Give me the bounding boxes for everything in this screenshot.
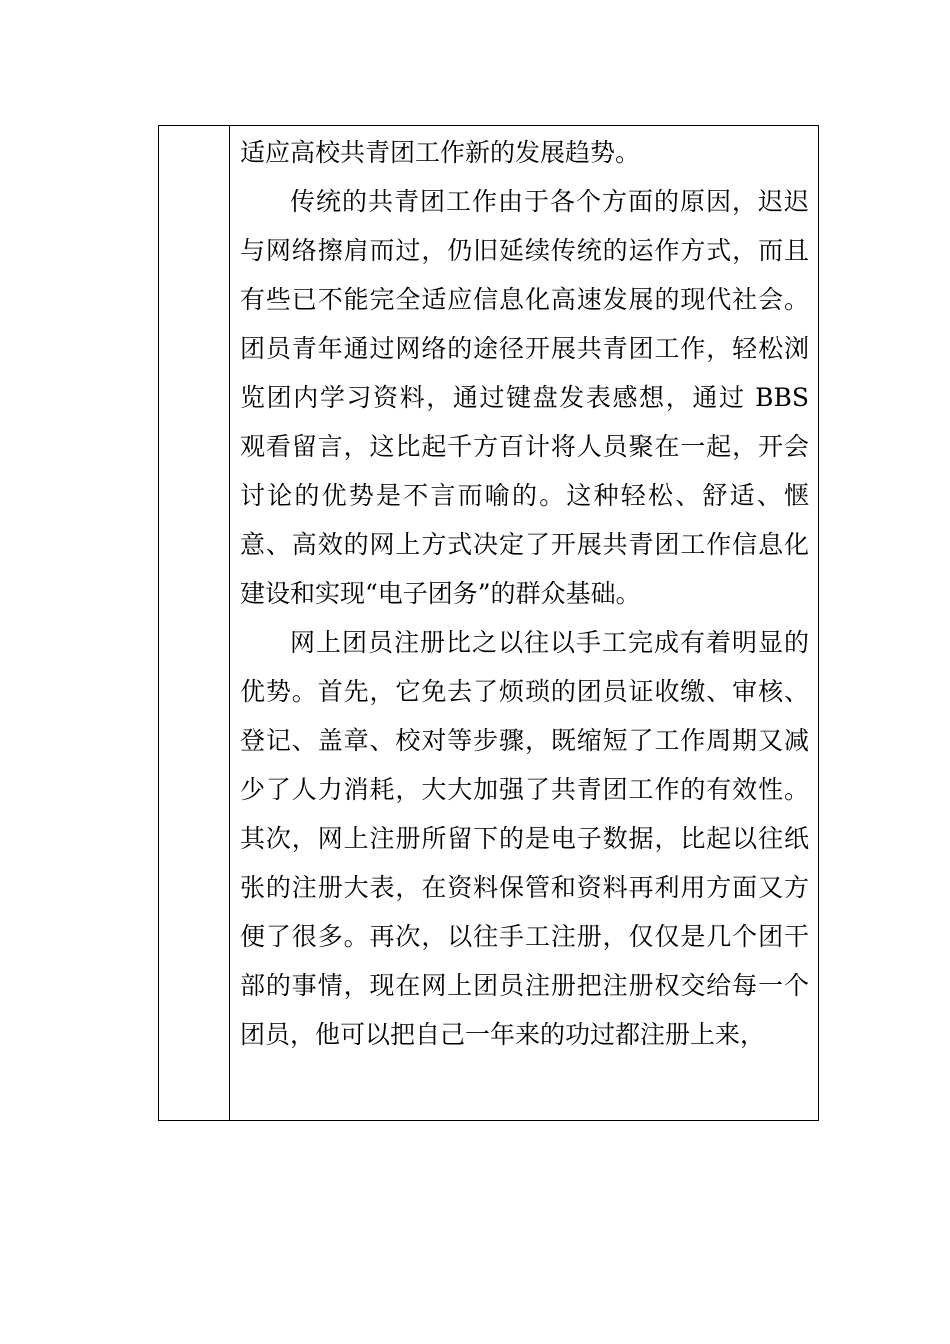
table-content-cell <box>230 126 818 1120</box>
paragraph-traditional-work: 传统的共青团工作由于各个方面的原因，迟迟与网络擦肩而过，仍旧延续传统的运作方式，而且有些已不能完全适应信息化高速发展的现代社会。团员青年通过网络的途径开展共青团工作，轻松浏览团内学习资料，通过键盘发表感想，通过 BBS 观看留言，这比起千方百计将人员聚在一起，开会讨论的优势是不言而喻的。这种轻松、舒适、惬意、高效的网上方式决定了开展共青团工作信息化建设和实现“电子团务”的群众基础。 <box>240 187 809 608</box>
paragraph-online-registration: 网上团员注册比之以往以手工完成有着明显的优势。首先，它免去了烦琐的团员证收缴、审核、登记、盖章、校对等步骤，既缩短了工作周期又减少了人力消耗，大大加强了共青团工作的有效性。其次，网上注册所留下的是电子数据，比起以往纸张的注册大表，在资料保管和资料再利用方面又方便了很多。再次，以往手工注册，仅仅是几个团干部的事情，现在网上团员注册把注册权交给每一个团员，他可以把自己一年来的功过都注册上来， <box>240 628 809 1049</box>
document-table <box>158 125 819 1121</box>
table-left-cell <box>159 126 230 1120</box>
paragraph-continuation: 适应高校共青团工作新的发展趋势。 <box>240 138 641 167</box>
